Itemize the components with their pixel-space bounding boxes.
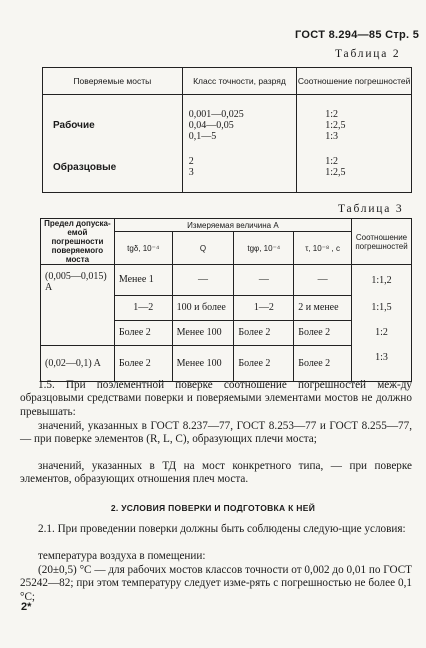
paragraph-td-values: значений, указанных в ТД на мост конкретного типа, — при поверке элементов, образующих отношения плеч моста. bbox=[20, 460, 412, 486]
paragraph-2-1: 2.1. При проведении поверки должны быть соблюдены следую-щие условия: bbox=[38, 523, 406, 535]
table-3 bbox=[40, 218, 412, 382]
table3-cell: 1—2 bbox=[234, 295, 294, 320]
table3-cell: 2 и менее bbox=[294, 295, 352, 320]
table3-cell: Более 2 bbox=[234, 345, 294, 382]
table3-limit-cell: (0,02—0,1) A bbox=[41, 345, 115, 382]
table2-class-cell bbox=[182, 146, 297, 193]
table3-ratio-cell: 1:3 bbox=[352, 345, 412, 382]
table2-ratio-value: 1:2,5 bbox=[325, 167, 346, 178]
table3-cell: — bbox=[294, 265, 352, 296]
table2-class-value: 0,04—0,05 bbox=[188, 120, 234, 131]
table2-class-cell bbox=[182, 95, 297, 147]
table3-subheader: τ, 10⁻⁸ , с bbox=[294, 232, 352, 265]
table3-cell: Более 2 bbox=[114, 345, 172, 382]
table2-ratio-value: 1:2,5 bbox=[325, 120, 346, 131]
table3-header-ratio: Соотношение погрешностей bbox=[352, 219, 412, 265]
table3-header-measured: Измеряемая величина A bbox=[114, 219, 351, 232]
table2-ratio-value: 1:2 bbox=[325, 109, 339, 120]
paragraph-temperature-value: (20±0,5) °С — для рабочих мостов классов точности от 0,002 до 0,01 по ГОСТ 25242—82; при этом температуру следует изме-рять с погрешностью не более 0,1 °С; bbox=[20, 564, 412, 603]
table3-cell: Более 2 bbox=[234, 320, 294, 345]
table3-limit-cell bbox=[41, 295, 115, 320]
paragraph-gost-values: значений, указанных в ГОСТ 8.237—77, ГОСТ 8.253—77 и ГОСТ 8.255—77, — при поверке элементов (R, L, C), образующих плечи моста; bbox=[20, 420, 412, 446]
table3-ratio-cell: 1:2 bbox=[352, 320, 412, 345]
table3-cell: Менее 100 bbox=[172, 320, 234, 345]
table3-subheader: Q bbox=[172, 232, 234, 265]
table3-cell: Более 2 bbox=[294, 320, 352, 345]
table3-cell: Более 2 bbox=[294, 345, 352, 382]
table3-header-limit: Предел допуска-емой погрешности поверяемого моста bbox=[41, 219, 115, 265]
table3-subheader: tgφ, 10⁻⁴ bbox=[234, 232, 294, 265]
table2-class-value: 0,001—0,025 bbox=[188, 109, 244, 120]
table3-cell: — bbox=[234, 265, 294, 296]
table2-class-value: 3 bbox=[188, 167, 194, 178]
table3-cell: — bbox=[172, 265, 234, 296]
page-header: ГОСТ 8.294—85 Стр. 5 bbox=[295, 29, 420, 41]
paragraph-1-5: 1.5. При поэлементной поверке соотношение погрешностей меж-ду образцовыми средствами поверки и поверяемыми элементами мостов не должно превышать: bbox=[20, 379, 412, 418]
table2-ratio-cell bbox=[297, 146, 412, 193]
table3-ratio-cell: 1:1,5 bbox=[352, 295, 412, 320]
table2-header-ratio: Соотношение погрешностей bbox=[297, 68, 412, 95]
table2-class-value: 0,1—5 bbox=[188, 131, 217, 142]
paragraph-temperature: температура воздуха в помещении: bbox=[38, 550, 206, 562]
table2-caption: Таблица 2 bbox=[335, 48, 401, 60]
table3-limit-cell: (0,005—0,015) A bbox=[41, 265, 115, 296]
table3-caption: Таблица 3 bbox=[338, 203, 404, 215]
table3-cell: Менее 1 bbox=[114, 265, 172, 296]
table2-row-label: Образцовые bbox=[43, 146, 183, 193]
table2-header-bridges: Поверяемые мосты bbox=[43, 68, 183, 95]
table3-cell: 100 и более bbox=[172, 295, 234, 320]
table3-cell: Менее 100 bbox=[172, 345, 234, 382]
table2-ratio-value: 1:2 bbox=[325, 156, 339, 167]
table3-cell: 1—2 bbox=[114, 295, 172, 320]
table3-cell: Более 2 bbox=[114, 320, 172, 345]
table2-class-value: 2 bbox=[188, 156, 194, 167]
table3-subheader: tgδ, 10⁻⁴ bbox=[114, 232, 172, 265]
table2-ratio-cell bbox=[297, 95, 412, 147]
table3-limit-cell bbox=[41, 320, 115, 345]
page-footer-mark: 2* bbox=[21, 601, 32, 613]
table2-ratio-value: 1:3 bbox=[325, 131, 339, 142]
table-2 bbox=[42, 67, 412, 193]
section-title: 2. УСЛОВИЯ ПОВЕРКИ И ПОДГОТОВКА К НЕЙ bbox=[110, 503, 316, 513]
table2-row-label: Рабочие bbox=[43, 95, 183, 147]
table3-ratio-cell: 1:1,2 bbox=[352, 265, 412, 296]
table2-header-class: Класс точности, разряд bbox=[182, 68, 297, 95]
